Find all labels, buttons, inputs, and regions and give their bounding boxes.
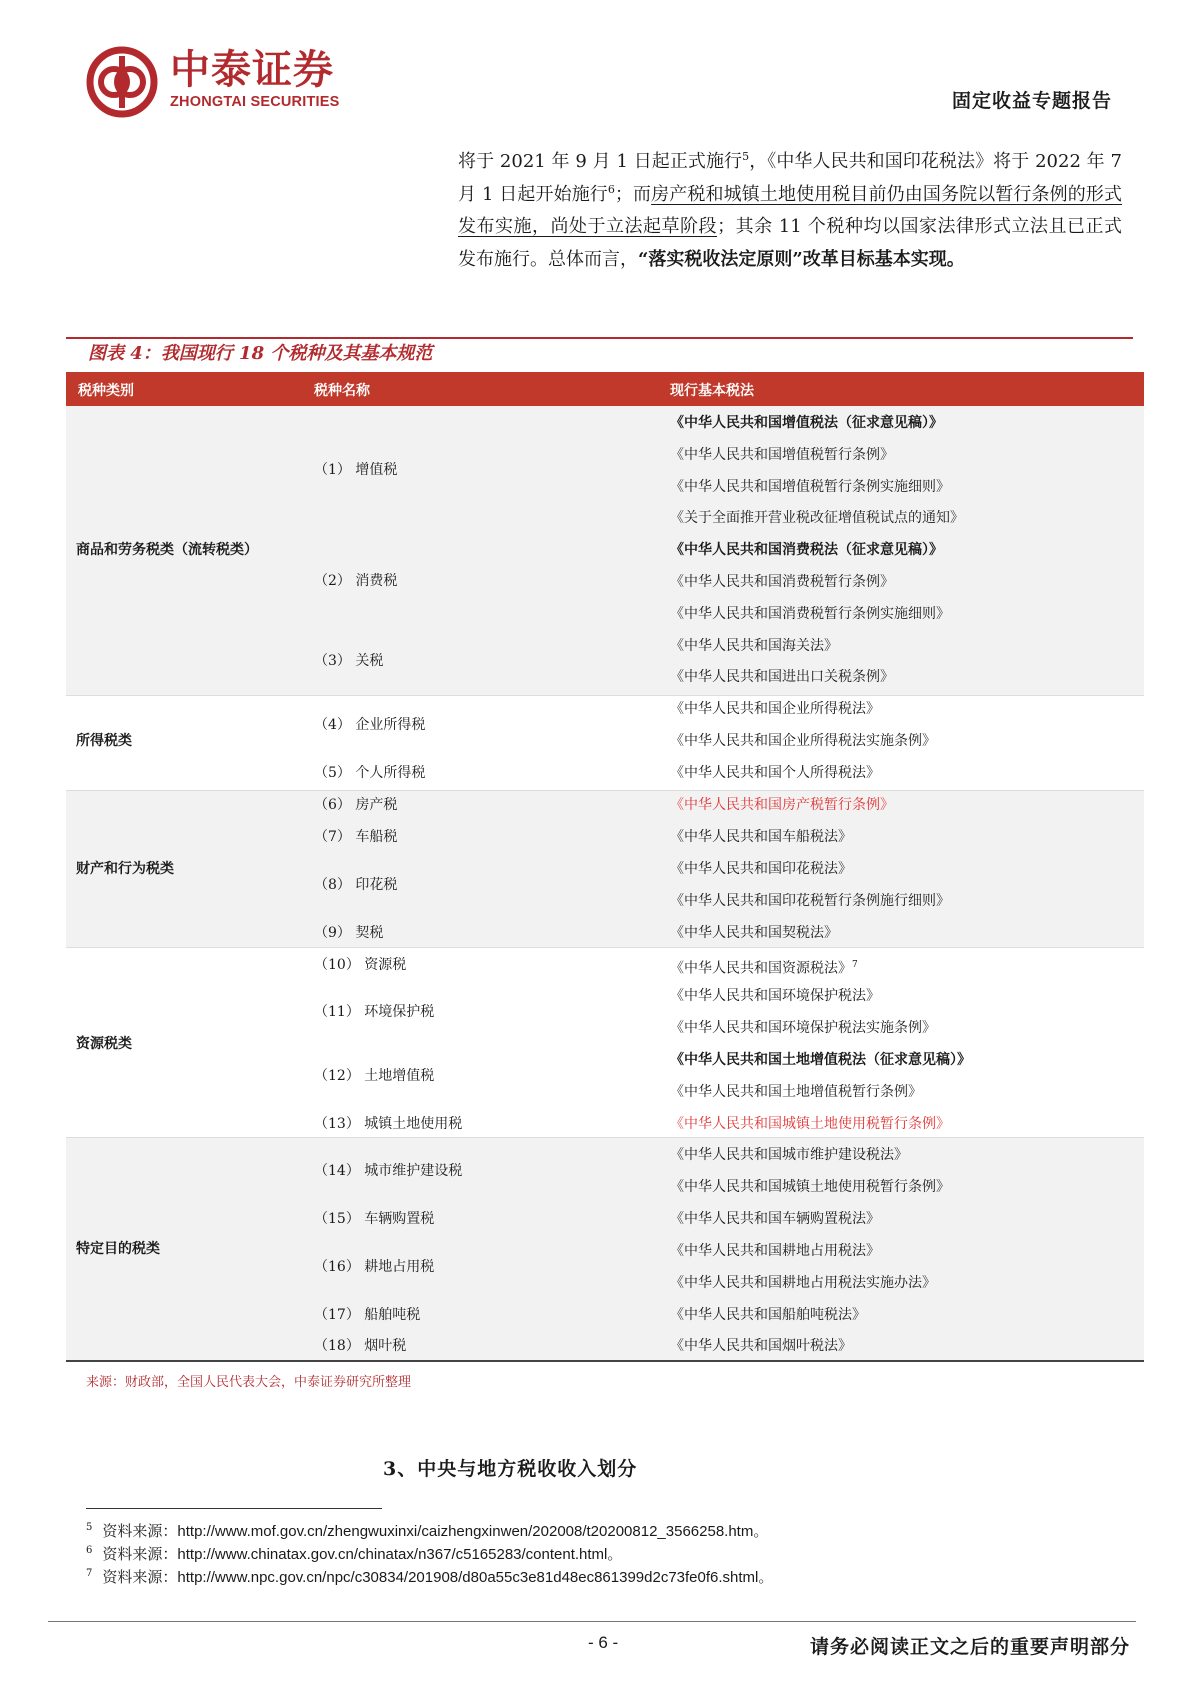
law-cell: 《关于全面推开营业税改征增值税试点的通知》 (670, 510, 964, 526)
footnote (86, 1518, 768, 1542)
tax-name-cell: （1） 增值税 (314, 462, 398, 478)
law-cell: 《中华人民共和国环境保护税法实施条例》 (670, 1020, 936, 1036)
group-divider (66, 695, 1144, 696)
category-cell: 资源税类 (76, 1036, 132, 1052)
law-cell: 《中华人民共和国烟叶税法》 (670, 1338, 852, 1354)
law-cell-highlighted: 《中华人民共和国房产税暂行条例》 (670, 797, 894, 813)
tax-name-cell: （18） 烟叶税 (314, 1338, 407, 1354)
law-cell: 《中华人民共和国消费税暂行条例实施细则》 (670, 606, 950, 622)
law-cell: 《中华人民共和国海关法》 (670, 638, 838, 654)
tax-name-cell: （7） 车船税 (314, 829, 398, 845)
tax-name-cell: （3） 关税 (314, 653, 384, 669)
header-category: 税种类别 (78, 383, 134, 399)
category-cell: 所得税类 (76, 733, 132, 749)
tax-name-cell: （4） 企业所得税 (314, 717, 426, 733)
law-cell (670, 955, 858, 979)
footer-rule (48, 1621, 1136, 1622)
law-cell: 《中华人民共和国船舶吨税法》 (670, 1307, 866, 1323)
intro-text: ，《中华人民共和国印花税法》将于 2022 年 7 月 1 日起开始施行 (458, 151, 1122, 205)
footnote-number: 5 (86, 1522, 93, 1533)
table-band (66, 1137, 1144, 1360)
underlined-text: 房产税和城镇土地使用税目前仍由国务院以暂行条例的形式发布实施，尚处于立法起草阶段 (458, 183, 1122, 237)
zhongtai-logo-icon (86, 46, 158, 118)
intro-text: ；其余 11 个税种均以国家法律形式立法且已正式发布施行。总体而言， (458, 216, 1122, 270)
footnote-rule (86, 1508, 382, 1509)
brand-name-en: ZHONGTAI SECURITIES (170, 94, 340, 110)
tax-name-cell: （8） 印花税 (314, 877, 398, 893)
tax-name-cell: （17） 船舶吨税 (314, 1307, 421, 1323)
tax-name-cell: （2） 消费税 (314, 573, 398, 589)
header-tax-name: 税种名称 (314, 383, 370, 399)
footnote-label: 资料来源： (102, 1568, 178, 1586)
law-cell: 《中华人民共和国城市维护建设税法》 (670, 1147, 908, 1163)
footnote-url[interactable]: http://www.chinatax.gov.cn/chinatax/n367/c5165283/content.html。 (177, 1546, 623, 1563)
law-cell: 《中华人民共和国耕地占用税法实施办法》 (670, 1275, 936, 1291)
category-cell: 商品和劳务税类（流转税类） (76, 542, 258, 558)
tax-name-cell: （13） 城镇土地使用税 (314, 1116, 463, 1132)
law-cell: 《中华人民共和国土地增值税暂行条例》 (670, 1084, 922, 1100)
law-cell: 《中华人民共和国增值税法（征求意见稿）》 (670, 415, 943, 431)
law-cell: 《中华人民共和国印花税法》 (670, 861, 852, 877)
intro-paragraph (458, 146, 1122, 276)
tax-name-cell: （5） 个人所得税 (314, 765, 426, 781)
law-cell: 《中华人民共和国城镇土地使用税暂行条例》 (670, 1179, 950, 1195)
tax-name-cell: （10） 资源税 (314, 957, 407, 973)
law-cell: 《中华人民共和国增值税暂行条例》 (670, 447, 894, 463)
disclaimer-note: 请务必阅读正文之后的重要声明部分 (809, 1636, 1130, 1658)
tax-name-cell: （12） 土地增值税 (314, 1068, 435, 1084)
figure-source: 来源：财政部，全国人民代表大会，中泰证券研究所整理 (86, 1375, 412, 1390)
law-cell: 《中华人民共和国消费税暂行条例》 (670, 574, 894, 590)
footnote (86, 1564, 773, 1588)
category-cell: 特定目的税类 (76, 1241, 160, 1257)
group-divider (66, 1137, 1144, 1138)
table-header (66, 372, 1144, 406)
law-cell: 《中华人民共和国增值税暂行条例实施细则》 (670, 479, 950, 495)
footnote-ref-6: 6 (607, 182, 615, 196)
figure-title: 图表 4：我国现行 18 个税种及其基本规范 (88, 343, 433, 364)
tax-name-cell: （9） 契税 (314, 925, 384, 941)
company-logo (86, 46, 406, 122)
law-cell: 《中华人民共和国车船税法》 (670, 829, 852, 845)
group-divider (66, 790, 1144, 791)
law-cell: 《中华人民共和国车辆购置税法》 (670, 1211, 880, 1227)
footnote-label: 资料来源： (102, 1545, 178, 1563)
law-cell: 《中华人民共和国进出口关税条例》 (670, 669, 894, 685)
intro-text: 将于 2021 年 9 月 1 日起正式施行 (458, 151, 743, 172)
category-cell: 财产和行为税类 (76, 861, 174, 877)
footnote-ref-7: 7 (852, 960, 858, 970)
footnote (86, 1541, 622, 1565)
law-cell: 《中华人民共和国个人所得税法》 (670, 765, 880, 781)
report-type: 固定收益专题报告 (951, 90, 1112, 112)
footnote-number: 7 (86, 1568, 93, 1579)
law-cell-highlighted: 《中华人民共和国城镇土地使用税暂行条例》 (670, 1116, 950, 1132)
group-divider (66, 947, 1144, 948)
tax-name-cell: （6） 房产税 (314, 797, 398, 813)
brand-name-cn: 中泰证券 (170, 47, 334, 93)
law-cell: 《中华人民共和国企业所得税法》 (670, 701, 880, 717)
law-cell: 《中华人民共和国土地增值税法（征求意见稿）》 (670, 1052, 971, 1068)
tax-name-cell: （14） 城市维护建设税 (314, 1163, 463, 1179)
figure-top-rule (66, 337, 1133, 339)
footnote-number: 6 (86, 1545, 93, 1556)
law-cell: 《中华人民共和国耕地占用税法》 (670, 1243, 880, 1259)
footnote-ref-5: 5 (742, 150, 750, 163)
law-cell: 《中华人民共和国企业所得税法实施条例》 (670, 733, 936, 749)
section-heading: 3、中央与地方税收收入划分 (383, 1458, 638, 1480)
table-band (66, 790, 1144, 947)
intro-text: ；而 (614, 183, 652, 205)
tax-name-cell: （11） 环境保护税 (314, 1004, 435, 1020)
law-cell: 《中华人民共和国契税法》 (670, 925, 838, 941)
footnote-url[interactable]: http://www.mof.gov.cn/zhengwuxinxi/caizhengxinwen/202008/t20200812_3566258.htm。 (177, 1523, 769, 1540)
law-text: 《中华人民共和国资源税法》 (670, 960, 852, 977)
law-cell: 《中华人民共和国印花税暂行条例施行细则》 (670, 893, 950, 909)
tax-name-cell: （15） 车辆购置税 (314, 1211, 435, 1227)
table-bottom-rule (66, 1360, 1144, 1362)
bold-conclusion: “落实税收法定原则”改革目标基本实现。 (638, 248, 965, 270)
footnote-url[interactable]: http://www.npc.gov.cn/npc/c30834/201908/d80a55c3e81d48ec861399d2c73fe0f6.shtml。 (177, 1569, 774, 1586)
page-number: - 6 - (588, 1633, 619, 1652)
footnote-label: 资料来源： (102, 1522, 178, 1540)
header-basic-law: 现行基本税法 (670, 383, 754, 399)
tax-name-cell: （16） 耕地占用税 (314, 1259, 435, 1275)
law-cell: 《中华人民共和国消费税法（征求意见稿）》 (670, 542, 943, 558)
law-cell: 《中华人民共和国环境保护税法》 (670, 988, 880, 1004)
